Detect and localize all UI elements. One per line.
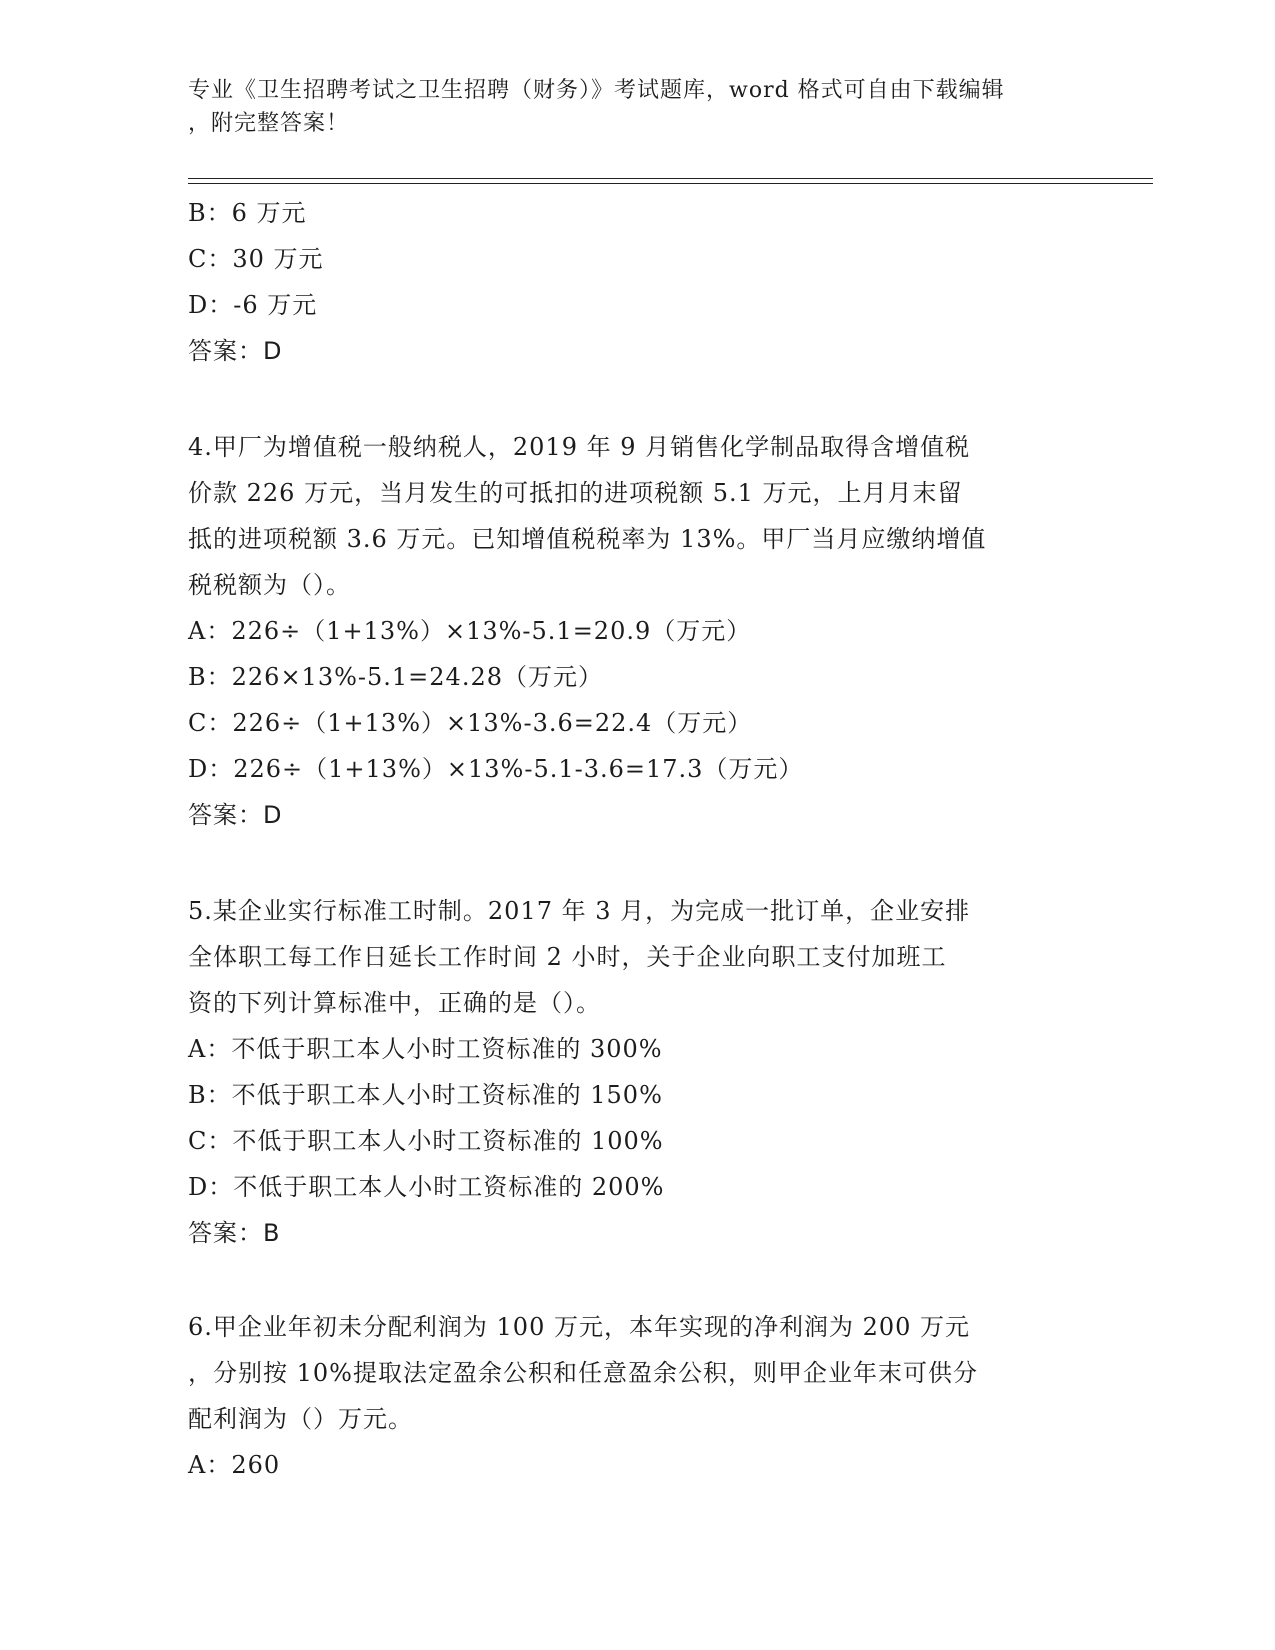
question-5: [188, 888, 1088, 1256]
question-4: [188, 424, 1088, 838]
document-header: [188, 74, 1068, 140]
question-stem-line: 资的下列计算标准中，正确的是（）。: [188, 989, 601, 1017]
option-c: C：30 万元: [188, 245, 324, 273]
option-b: B：不低于职工本人小时工资标准的 150%: [188, 1081, 663, 1109]
answer: 答案：B: [188, 1219, 281, 1247]
answer: 答案：D: [188, 337, 283, 365]
question-stem-line: 税税额为（）。: [188, 571, 351, 599]
question-stem-line: ，分别按 10%提取法定盈余公积和任意盈余公积，则甲企业年末可供分: [188, 1359, 978, 1387]
question-stem-line: 4.甲厂为增值税一般纳税人，2019 年 9 月销售化学制品取得含增值税: [188, 433, 971, 461]
option-c: C：不低于职工本人小时工资标准的 100%: [188, 1127, 664, 1155]
option-d: D：226÷（1+13%）×13%-5.1-3.6=17.3（万元）: [188, 755, 804, 783]
question-stem-line: 5.某企业实行标准工时制。2017 年 3 月，为完成一批订单，企业安排: [188, 897, 971, 925]
header-line-2: ，附完整答案！: [188, 111, 350, 136]
question-stem-line: 全体职工每工作日延长工作时间 2 小时，关于企业向职工支付加班工: [188, 943, 947, 971]
header-rule-top: [188, 178, 1153, 179]
question-stem-line: 6.甲企业年初未分配利润为 100 万元，本年实现的净利润为 200 万元: [188, 1313, 971, 1341]
header-rule-bottom: [188, 183, 1153, 184]
question-6: [188, 1304, 1088, 1488]
option-c: C：226÷（1+13%）×13%-3.6=22.4（万元）: [188, 709, 753, 737]
question-stem-line: 价款 226 万元，当月发生的可抵扣的进项税额 5.1 万元，上月月末留: [188, 479, 963, 507]
option-a: A：260: [188, 1451, 281, 1479]
question-3-tail: [188, 190, 1088, 374]
answer: 答案：D: [188, 801, 283, 829]
document-body: [188, 190, 1088, 1488]
option-a: A：226÷（1+13%）×13%-5.1=20.9（万元）: [188, 617, 752, 645]
option-d: D：-6 万元: [188, 291, 318, 319]
option-d: D：不低于职工本人小时工资标准的 200%: [188, 1173, 665, 1201]
header-line-1: 专业《卫生招聘考试之卫生招聘（财务）》考试题库，word 格式可自由下载编辑: [188, 78, 1005, 103]
option-b: B：226×13%-5.1=24.28（万元）: [188, 663, 603, 691]
option-b: B：6 万元: [188, 199, 307, 227]
question-stem-line: 配利润为（）万元。: [188, 1405, 413, 1433]
question-stem-line: 抵的进项税额 3.6 万元。已知增值税税率为 13%。甲厂当月应缴纳增值: [188, 525, 987, 553]
option-a: A：不低于职工本人小时工资标准的 300%: [188, 1035, 663, 1063]
